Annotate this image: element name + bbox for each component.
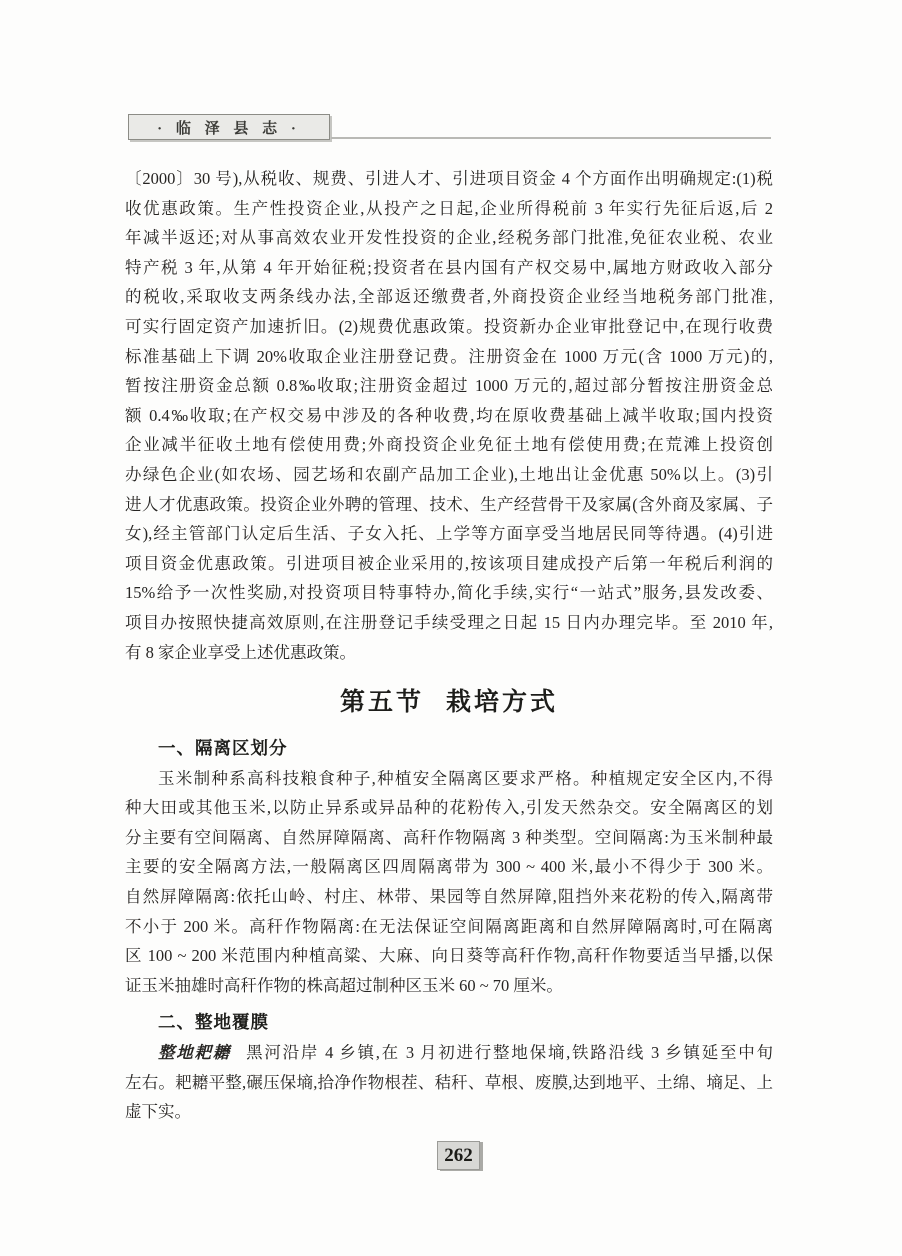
text-line: 虚下实。	[125, 1102, 191, 1122]
text-line: 15%给予一次性奖励,对投资项目特事特办,简化手续,实行“一站式”服务,县发改委、	[125, 583, 773, 603]
text-line	[125, 1038, 773, 1068]
text-line: 〔2000〕30 号),从税收、规费、引进人才、引进项目资金 4 个方面作出明确规定:(1)税	[125, 169, 773, 188]
text-line: 特产税 3 年,从第 4 年开始征税;投资者在县内国有产权交易中,属地方财政收入部分	[125, 257, 773, 277]
text-line: 主要的安全隔离方法,一般隔离区四周隔离带为 300 ~ 400 米,最小不得少于 300 米。	[125, 857, 773, 877]
section-number: 第五节	[339, 689, 424, 717]
text-line: 玉米制种系高科技粮食种子,种植安全隔离区要求严格。种植规定安全区内,不得	[158, 768, 773, 788]
header-rule	[331, 137, 771, 139]
text-line: 年减半返还;对从事高效农业开发性投资的企业,经税务部门批准,免征农业税、农业	[125, 228, 773, 248]
text-line: 左右。耙耱平整,碾压保墒,拾净作物根茬、秸秆、草根、废膜,达到地平、土绵、墒足、上	[125, 1072, 773, 1092]
text-line: 项目办按照快捷高效原则,在注册登记手续受理之日起 15 日内办理完毕。至 2010 年,	[125, 612, 773, 632]
text-line: 暂按注册资金总额 0.8‰收取;注册资金超过 1000 万元的,超过部分暂按注册资金总	[125, 376, 773, 396]
text-line: 不小于 200 米。高秆作物隔离:在无法保证空间隔离距离和自然屏障隔离时,可在隔离	[125, 916, 773, 936]
book-title-box	[128, 114, 330, 140]
text-line: 企业减半征收土地有偿使用费;外商投资企业免征土地有偿使用费;在荒滩上投资创	[125, 435, 773, 455]
subsection-heading-1: 一、隔离区划分	[158, 738, 288, 759]
text-line: 标准基础上下调 20%收取企业注册登记费。注册资金在 1000 万元(含 1000 万元)的,	[125, 346, 773, 366]
text-line: 证玉米抽雄时高秆作物的株高超过制种区玉米 60 ~ 70 厘米。	[125, 975, 563, 995]
text-line: 办绿色企业(如农场、园艺场和农副产品加工企业),土地出让金优惠 50%以上。(3)引	[125, 464, 773, 484]
text-line: 额 0.4‰收取;在产权交易中涉及的各种收费,均在原收费基础上减半收取;国内投资	[125, 405, 773, 425]
text-line: 种大田或其他玉米,以防止异系或异品种的花粉传入,引发天然杂交。安全隔离区的划	[125, 798, 773, 818]
paragraph-lead: 整地耙耱	[158, 1043, 232, 1063]
text-line: 的税收,采取收支两条线办法,全部返还缴费者,外商投资企业经当地税务部门批准,	[125, 287, 773, 307]
text-line: 分主要有空间隔离、自然屏障隔离、高秆作物隔离 3 种类型。空间隔离:为玉米制种最	[125, 827, 773, 847]
text-line: 有 8 家企业享受上述优惠政策。	[125, 642, 356, 662]
page-body	[125, 164, 773, 1127]
book-title: · 临 泽 县 志 ·	[157, 120, 301, 137]
text-line: 区 100 ~ 200 米范围内种植高粱、大麻、向日葵等高秆作物,高秆作物要适当早播,以保	[125, 946, 773, 966]
page-number: 262	[444, 1144, 473, 1166]
text-line: 可实行固定资产加速折旧。(2)规费优惠政策。投资新办企业审批登记中,在现行收费	[125, 316, 773, 336]
subsection-heading-2: 二、整地覆膜	[158, 1012, 269, 1033]
page-number-badge	[437, 1141, 480, 1170]
text-line: 项目资金优惠政策。引进项目被企业采用的,按该项目建成投产后第一年税后利润的	[125, 553, 773, 573]
text-line: 进人才优惠政策。投资企业外聘的管理、技术、生产经营骨干及家属(含外商及家属、子	[125, 494, 773, 514]
text-line: 收优惠政策。生产性投资企业,从投产之日起,企业所得税前 3 年实行先征后返,后 2	[125, 198, 773, 218]
section-heading	[125, 684, 773, 722]
text-line: 女),经主管部门认定后生活、子女入托、上学等方面享受当地居民同等待遇。(4)引进	[125, 524, 773, 544]
paragraph-lead-continuation: 黑河沿岸 4 乡镇,在 3 月初进行整地保墒,铁路沿线 3 乡镇延至中旬	[246, 1043, 774, 1063]
text-line: 自然屏障隔离:依托山岭、村庄、林带、果园等自然屏障,阻挡外来花粉的传入,隔离带	[125, 887, 773, 907]
section-title: 栽培方式	[446, 689, 559, 717]
